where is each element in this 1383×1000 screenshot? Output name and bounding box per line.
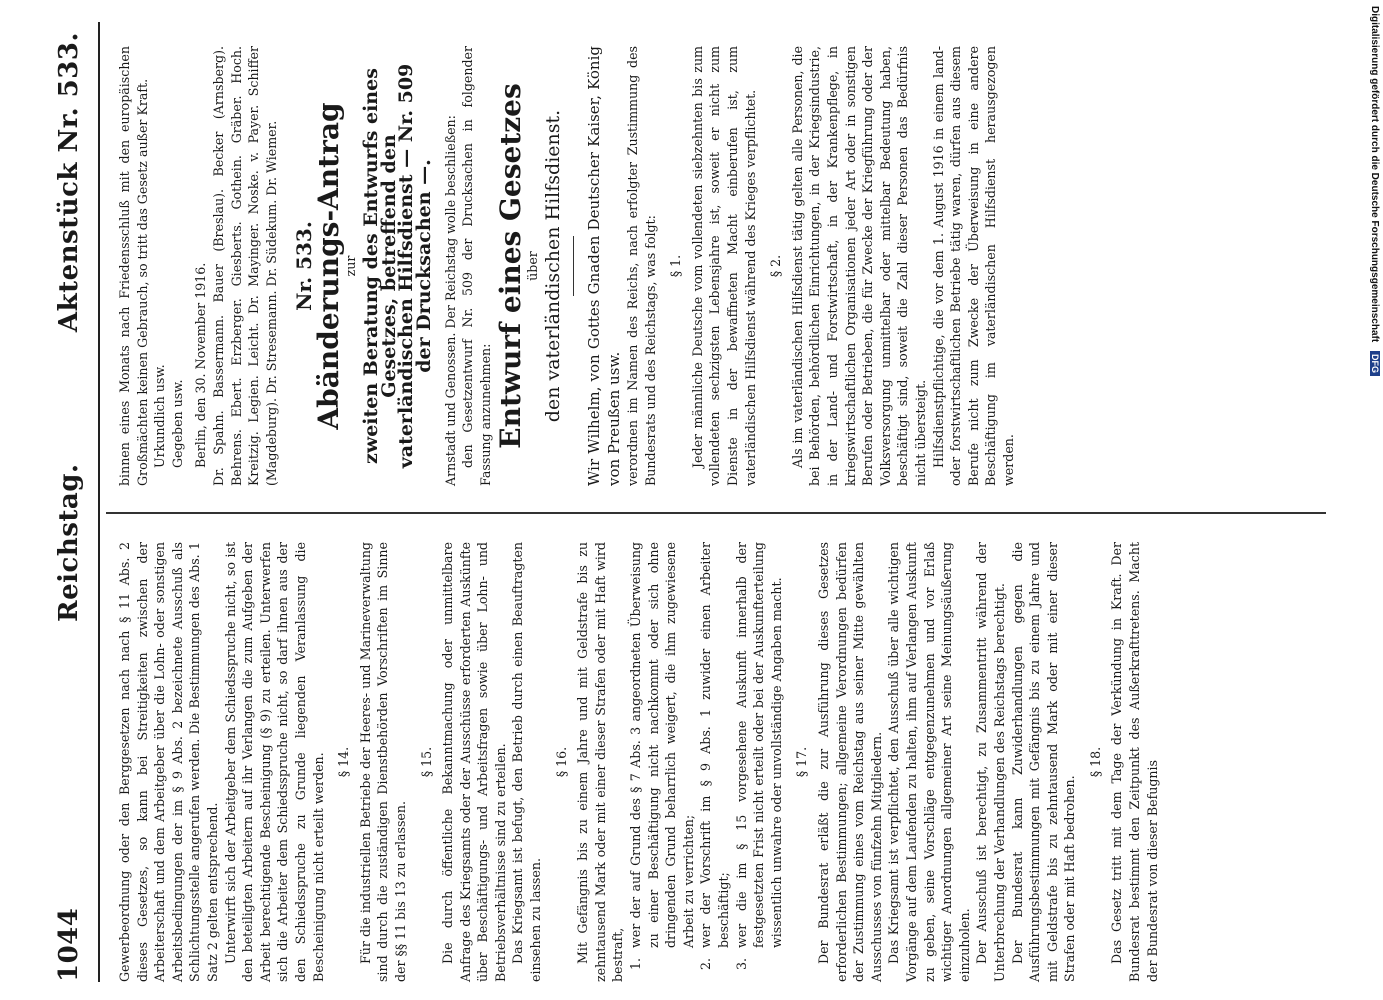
header-document-number: Aktenstück Nr. 533. [54, 32, 84, 333]
left-column [116, 542, 1161, 982]
section-heading: § 14. [336, 746, 352, 778]
paragraph: Der Bundesrat kann Zuwiderhandlungen gegen die Ausführungsbestimmungen mit Gefängnis bis zu einem Jahre und mit Geldstrafe bis zu zehntausend Mark oder mit einer dieser Strafen oder mit Haft bedrohen. [1009, 542, 1078, 982]
section-heading: § 16. [553, 746, 569, 778]
draft-connector: über [524, 251, 540, 281]
paragraph: Das Gesetz tritt mit dem Tage der Verkündung in Kraft. Der Bundesrat bestimmt den Zeitpunkt des Außerkrafttretens. Macht der Bundesrat von dieser Befugnis [1109, 542, 1160, 982]
section-heading: § 2. [768, 254, 784, 278]
page-number: 1044 [54, 907, 84, 982]
rotated-page [40, 22, 1340, 982]
separator-rule [573, 236, 574, 296]
movers: Arnstadt und Genossen. Der Reichstag wolle beschließen: [442, 115, 458, 486]
draft-subtitle: den vaterländischen Hilfsdienst. [542, 109, 565, 423]
section-heading: § 17. [794, 746, 810, 778]
dfg-logo: DFG [1370, 351, 1380, 376]
title-connector: zur [342, 255, 358, 277]
column-divider [106, 513, 1326, 515]
digitization-credit [1368, 6, 1382, 996]
header-rule [98, 22, 100, 982]
paragraph: Der Bundesrat erläßt die zur Ausführung dieses Gesetzes erforderlichen Bestimmungen; allgemeine Verordnungen bedürfen der Zustimmung eines vom Reichstag aus seiner Mitte gewählten Ausschusses von fünfzehn Mitgliedern. [815, 542, 884, 982]
page-header [40, 22, 100, 982]
section-heading: § 15. [418, 746, 434, 778]
place-date: Berlin, den 30. November 1916. [193, 262, 209, 468]
header-title: Reichstag. [54, 463, 84, 622]
list-item: 3. wer die im § 15 vorgesehene Auskunft innerhalb der festgesetzten Frist nicht erteilt oder bei der Auskunfterteilung wissentlich unwahre oder unvollständige Angaben macht. [733, 542, 784, 970]
section-heading: § 18. [1087, 746, 1103, 778]
closing-formula: Urkundlich usw. [152, 364, 168, 468]
paragraph: Das Kriegsamt ist befugt, den Betrieb durch einen Beauftragten einsehen zu lassen. [510, 542, 544, 982]
motion-reference: zweiten Beratung des Entwurfs eines Gesetzes, betreffend den vaterländischen Hilfsdienst — Nr. 509 der Drucksachen —. [360, 63, 435, 469]
preamble: Wir Wilhelm, von Gottes Gnaden Deutscher Kaiser, König von Preußen usw. [585, 46, 624, 486]
list-item: 2. wer der Vorschrift im § 9 Abs. 1 zuwider einen Arbeiter beschäftigt; [698, 542, 731, 970]
motion-text: den Gesetzentwurf Nr. 509 der Drucksachen in folgender Fassung anzunehmen: [460, 46, 493, 486]
paragraph: Gewerbeordnung oder den Berggesetzen nach nach § 11 Abs. 2 dieses Gesetzes, so kann bei Streitigkeiten zwischen der Arbeiterschaft und dem Arbeitgeber über die Lohn- oder sonstigen Arbeitsbedingungen der im § 9 Abs. 2 bezeichnete Ausschuß als Schlichtungsstelle angerufen werden. Die Bestimmungen des Abs. 1 Satz 2 gelten entsprechend. [117, 542, 220, 982]
paragraph: Unterwirft sich der Arbeitgeber dem Schiedsspruche nicht, so ist den beteiligten Arbeitern auf ihr Verlangen die zum Aufgeben der Arbeit berechtigende Bescheinigung (§ 9) zu erteilen. Unterwerfen sich die Arbeiter dem Schiedsspruche nicht, so darf ihnen aus der den Schiedsspruche zu Grunde liegenden Veranlassung die Bescheinigung nicht erteilt werden. [222, 542, 326, 982]
motion-title: Abänderungs-Antrag [311, 102, 345, 430]
paragraph: Für die industriellen Betriebe der Heeres- und Marineverwaltung sind durch die zuständigen Dienstbehörden Vorschriften im Sinne der §§ 11 bis 13 zu erlassen. [357, 542, 408, 982]
section-heading: § 1. [668, 254, 684, 278]
paragraph: Mit Gefängnis bis zu einem Jahre und mit Geldstrafe bis zu zehntausend Mark oder mit einer dieser Strafen oder mit Haft wird bestraft, [575, 542, 626, 982]
paragraph: Die durch öffentliche Bekanntmachung oder unmittelbare Anfrage des Kriegsamts oder der Ausschüsse erforderten Auskünfte über Beschäftigungs- und Arbeitsfragen sowie über Lohn- und Betriebsverhältnisse sind zu erteilen. [440, 542, 508, 982]
paragraph: binnen eines Monats nach Friedensschluß mit den europäischen Großmächten keinen Gebrauch, so tritt das Gesetz außer Kraft. [117, 46, 150, 486]
signatories: Dr. Spahn. Bassermann. Bauer (Breslau). Becker (Arnsberg). Behrens. Ebert. Erzberger. Giesberts. Gothein. Gräber. Hoch. Kreitzig. Legien. Leicht. Dr. Mayinger. Noske. v. Payer. Schiffer (Magdeburg). Dr. Stresemann. Dr. Südekum. Dr. Wiemer. [210, 46, 279, 486]
paragraph: Als im vaterländischen Hilfsdienst tätig gelten alle Personen, die bei Behörden, behördlichen Einrichtungen, in der Kriegsindustrie, in der Land- und Forstwirtschaft, in der Krankenpflege, in kriegswirtschaftlichen Organisationen jeder Art oder in sonstigen Berufen oder Betrieben, die für Zwecke der Kriegführung oder der Volksversorgung unmittelbar oder mittelbar Bedeutung haben, beschäftigt sind, soweit die Zahl dieser Personen das Bedürfnis nicht übersteigt. [789, 46, 928, 486]
paragraph: Das Kriegsamt ist verpflichtet, den Ausschuß über alle wichtigen Vorgänge auf dem Laufenden zu halten, ihm auf Verlangen Auskunft zu geben, seine Vorschläge entgegenzunehmen und vor Erlaß wichtiger Anordnungen allgemeiner Art seine Meinungsäußerung einzuholen. [886, 542, 972, 982]
paragraph: Jeder männliche Deutsche vom vollendeten siebzehnten bis zum vollendeten sechzigsten Lebensjahre ist, soweit er nicht zum Dienste in der bewaffneten Macht einberufen ist, zum vaterländischen Hilfsdienst während des Krieges verpflichtet. [689, 46, 758, 486]
enacting-clause: verordnen im Namen des Reichs, nach erfolgter Zustimmung des Bundesrats und des Reichstags, was folgt: [625, 46, 658, 486]
paragraph: Hilfsdienstpflichtige, die vor dem 1. August 1916 in einem land- oder forstwirtschaftlichen Betriebe tätig waren, dürfen aus diesem Berufe nicht zum Zwecke der Überweisung in eine andere Beschäftigung im vaterländischen Hilfsdienst herausgezogen werden. [930, 46, 1016, 486]
right-column [116, 46, 1018, 486]
credit-text: Digitalisierung gefördert durch die Deutsche Forschungsgemeinschaft [1369, 6, 1380, 343]
document-number: Nr. 533. [292, 221, 317, 311]
paragraph: Der Ausschuß ist berechtigt, zu Zusammentritt während der Unterbrechung der Verhandlungen des Reichstags berechtigt. [974, 542, 1007, 982]
list-item: 1. wer der auf Grund des § 7 Abs. 3 angeordneten Überweisung zu einer Beschäftigung nicht nachkommt oder sich ohne dringenden Grund beharrlich weigert, die ihm zugewiesene Arbeit zu verrichten; [628, 542, 696, 970]
penalty-list [627, 542, 785, 982]
closing-formula: Gegeben usw. [169, 379, 185, 468]
draft-title: Entwurf eines Gesetzes [494, 83, 528, 449]
